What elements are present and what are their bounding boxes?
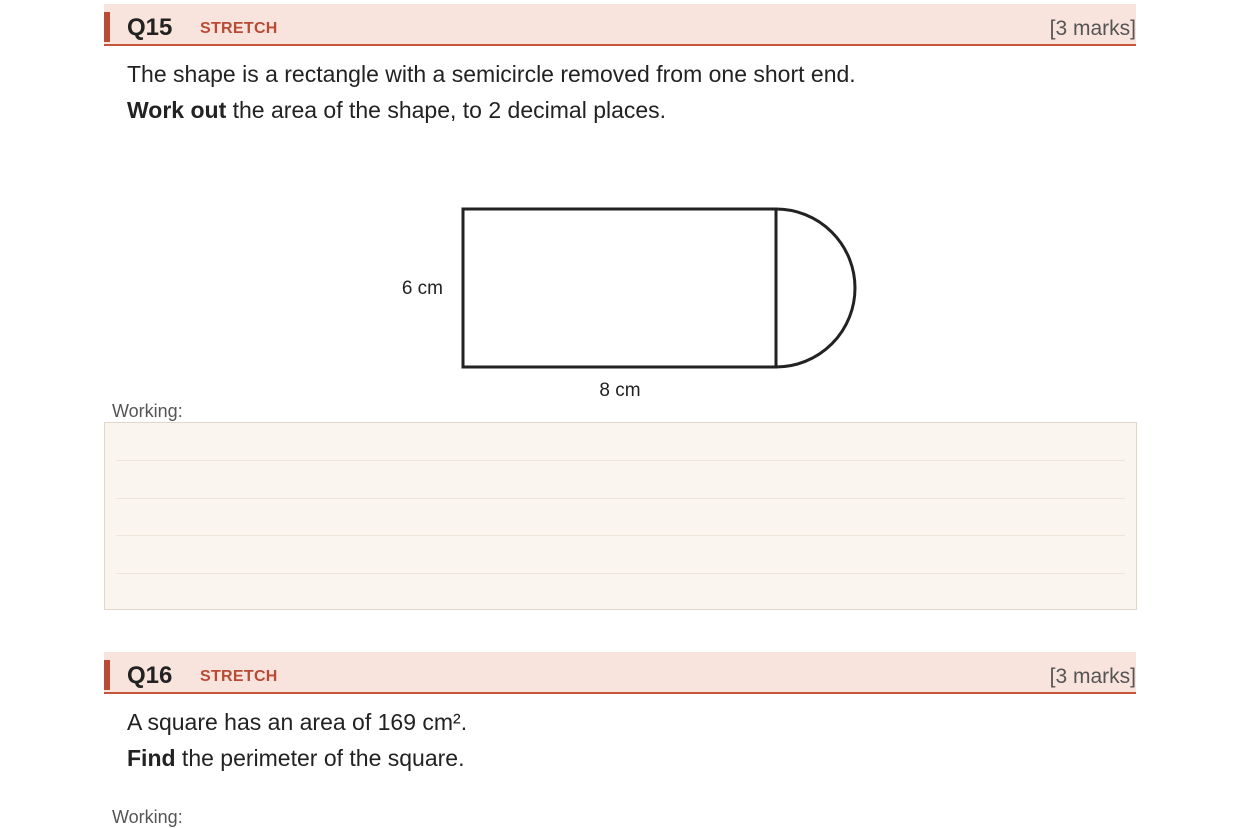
- question-number: Q16: [127, 662, 173, 689]
- semicircle-outline: [776, 209, 855, 367]
- accent-bar: [104, 12, 110, 42]
- question-15-header: [104, 4, 1136, 46]
- instruction-keyword: Find: [127, 745, 176, 771]
- instruction-rest: the area of the shape, to 2 decimal places.: [226, 97, 667, 123]
- difficulty-tag: STRETCH: [200, 20, 278, 37]
- question-text: [127, 61, 856, 88]
- working-label: Working:: [112, 401, 183, 421]
- ruled-line: [116, 535, 1125, 536]
- question-16-header: [104, 652, 1136, 694]
- working-label: Working:: [112, 807, 183, 827]
- ruled-line: [116, 460, 1125, 461]
- question-text: [127, 709, 467, 736]
- ruled-line: [116, 573, 1125, 574]
- question-line-1: A square has an area of 169 cm².: [127, 709, 468, 735]
- difficulty-tag: STRETCH: [200, 668, 278, 685]
- accent-bar: [104, 660, 110, 690]
- marks-label: [3 marks]: [1049, 665, 1136, 688]
- question-instruction: [127, 745, 464, 772]
- question-number: Q15: [127, 14, 173, 41]
- rectangle-outline: [463, 209, 776, 367]
- question-instruction: [127, 97, 666, 124]
- height-label: 6 cm: [401, 278, 443, 299]
- instruction-rest: the perimeter of the square.: [175, 745, 465, 771]
- working-area[interactable]: [104, 422, 1137, 610]
- width-label: 8 cm: [599, 380, 641, 401]
- marks-label: [3 marks]: [1049, 17, 1136, 40]
- instruction-keyword: Work out: [127, 97, 227, 123]
- question-line-1: The shape is a rectangle with a semicircle removed from one short end.: [127, 61, 856, 87]
- ruled-line: [116, 498, 1125, 499]
